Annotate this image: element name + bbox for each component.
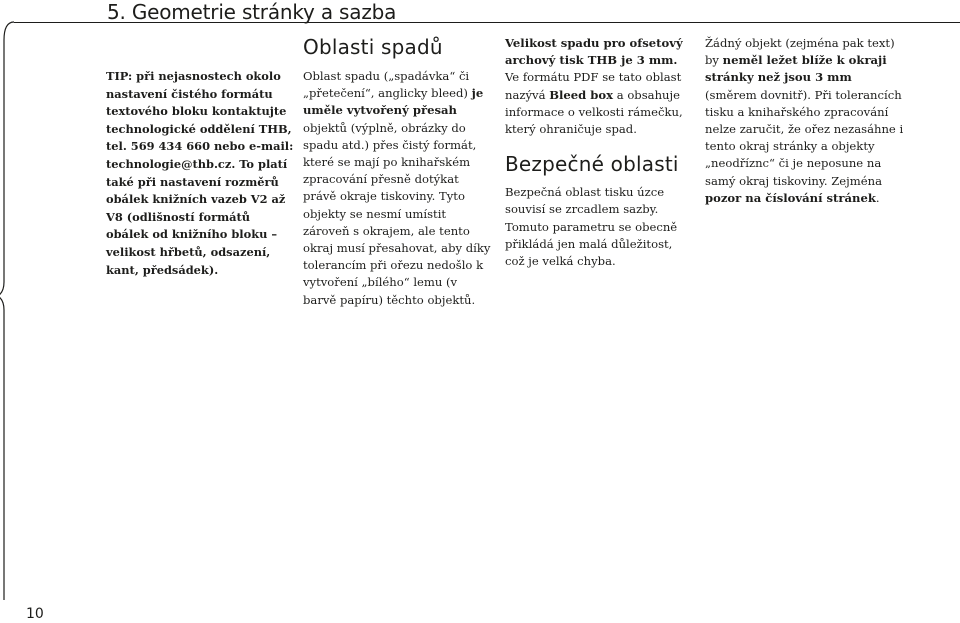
page-number: 10 — [26, 606, 44, 622]
chapter-title: 5. Geometrie stránky a sazba — [107, 0, 397, 24]
bleed-size-paragraph — [505, 35, 695, 138]
bleed-box-text-a: Ve formátu PDF se tato oblast nazývá — [505, 70, 682, 102]
bleed-text-a: Oblast spadu („spadávka“ či „přetečení“, anglicky bleed) — [303, 69, 472, 101]
bleed-column — [303, 68, 493, 309]
bleed-size-text: Velikost spadu pro ofsetový archový tisk THB je 3 mm. — [505, 36, 683, 68]
bleed-box-text-b: a obsahuje informace o velkosti rámečku, který ohraničuje spad. — [505, 87, 683, 137]
bleed-text-c: objektů (výplně, obrázky do spadu atd.) přes čistý formát, které se mají po knihařském zpracování přesně dotýkat právě okraje tiskoviny. Tyto objekty se nesmí umístit zároveň s okrajem, ale tento okraj musí přesahovat, aby díky tolerancím při ořezu nedošlo k vytvoření „bílého“ lemu (v barvě papíru) těchto objektů. — [303, 120, 491, 307]
bleed-continuation-column — [505, 35, 695, 270]
safe-text-c: . — [875, 190, 880, 205]
safe-emphasis-1: neměl ležet blíže k okraji stránky než jsou 3 mm — [705, 53, 887, 85]
safe-column — [705, 35, 905, 207]
tip-box — [106, 68, 296, 279]
safe-text-a: Žádný objekt (zejména pak text) by — [705, 36, 895, 68]
safe-text-b: (směrem dovnitř). Při tolerancích tisku a knihařského zpracování nelze zaručit, že ořez nezasáhne i tento okraj stránky a objekty „neodříznc“ či je neposune na samý okraj tiskoviny. Zejména — [705, 87, 904, 188]
bleed-paragraph — [303, 68, 493, 309]
safe-paragraph-1: Bezpečná oblast tisku úzce souvisí se zrcadlem sazby. Tomuto parametru se obecně přikládá jen malá důležitost, což je velká chyba. — [505, 185, 678, 269]
bleed-box-term: Bleed box — [549, 87, 614, 102]
tip-text: TIP: při nejasnostech okolo nastavení čistého formátu textového bloku kontaktujte technologické oddělení THB, tel. 569 434 660 nebo e-mail: technologie@thb.cz. To platí také při nastavení rozměrů obálek knižních vazeb V2 až V8 (odlišností formátů obálek od knižního bloku – velikost hřbetů, odsazení, kant, předsádek). — [106, 69, 294, 277]
bleed-heading: Oblasti spadů — [303, 35, 443, 59]
safe-paragraph-2 — [705, 35, 905, 207]
bleed-emphasis: je uměle vytvořený přesah — [303, 86, 484, 118]
safe-heading: Bezpečné oblasti — [505, 152, 679, 177]
safe-emphasis-2: pozor na číslování stránek — [705, 190, 876, 205]
